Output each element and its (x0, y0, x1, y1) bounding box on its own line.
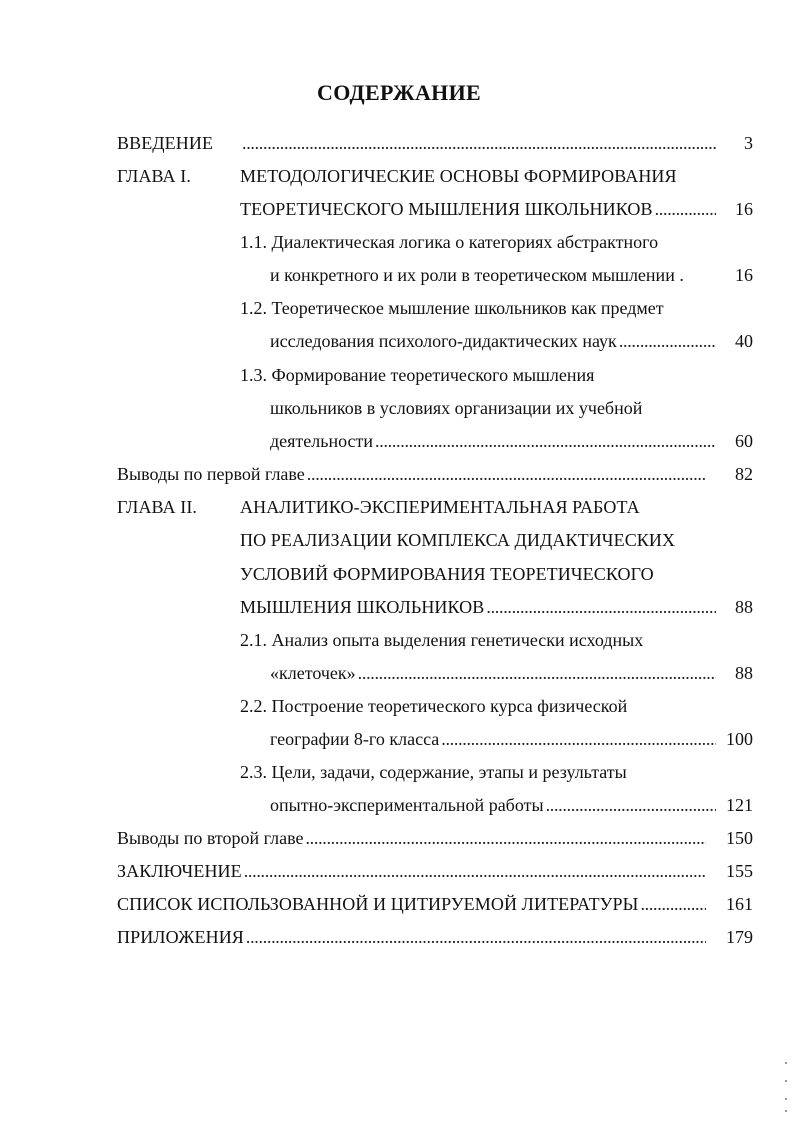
scan-speck (785, 1110, 787, 1112)
toc-ch2-title-line2: ПО РЕАЛИЗАЦИИ КОМПЛЕКСА ДИДАКТИЧЕСКИХ (240, 530, 676, 550)
toc-1-1-line1: 1.1. Диалектическая логика о категориях абстрактного (240, 232, 659, 252)
toc-2-2-page: 100 (726, 729, 753, 749)
toc-ch1-label: ГЛАВА I. (117, 166, 191, 186)
toc-2-3-line1: 2.3. Цели, задачи, содержание, этапы и результаты (240, 762, 627, 782)
toc-2-2-line2: географии 8-го класса . . . (270, 726, 718, 752)
toc-appendix: ПРИЛОЖЕНИЯ . . . (117, 924, 708, 950)
toc-bibliography: СПИСОК ИСПОЛЬЗОВАННОЙ И ЦИТИРУЕМОЙ ЛИТЕРАТУРЫ . . . (117, 891, 708, 917)
toc-1-2-line2: исследования психолого-дидактических наук . . . (270, 328, 718, 354)
toc-1-1-line2: и конкретного и их роли в теоретическом мышлении . (270, 265, 684, 285)
toc-intro-label: ВВЕДЕНИЕ (117, 133, 214, 153)
toc-appendix-page: 179 (726, 927, 753, 947)
toc-ch2-title-line1: АНАЛИТИКО-ЭКСПЕРИМЕНТАЛЬНАЯ РАБОТА (240, 497, 640, 517)
toc-ch2-page: 88 (735, 597, 753, 617)
toc-ch1-page: 16 (735, 199, 753, 219)
toc-intro-leader (240, 130, 718, 156)
toc-1-2-page: 40 (735, 331, 753, 351)
toc-2-1-line1: 2.1. Анализ опыта выделения генетически исходных (240, 630, 644, 650)
toc-2-1-page: 88 (735, 663, 753, 683)
toc-concl2-page: 150 (726, 828, 753, 848)
scan-speck (785, 1062, 787, 1064)
toc-intro-page: 3 (744, 133, 753, 153)
toc-2-3-line2: опытно-экспериментальной работы . . . (270, 792, 718, 818)
toc-1-1-page: 16 (735, 265, 753, 285)
toc-concl2: Выводы по второй главе . . . (117, 825, 708, 851)
toc-1-3-page: 60 (735, 431, 753, 451)
toc-conclusion: ЗАКЛЮЧЕНИЕ . . . (117, 858, 708, 884)
toc-ch2-label: ГЛАВА II. (117, 497, 198, 517)
toc-2-2-line1: 2.2. Построение теоретического курса физической (240, 696, 628, 716)
toc-ch2-title-line4: МЫШЛЕНИЯ ШКОЛЬНИКОВ . . . (240, 594, 718, 620)
toc-1-3-line3: деятельности . . . (270, 428, 718, 454)
page-title: СОДЕРЖАНИЕ (317, 80, 481, 105)
toc-ch1-title-line2: ТЕОРЕТИЧЕСКОГО МЫШЛЕНИЯ ШКОЛЬНИКОВ . . . (240, 196, 718, 222)
toc-concl1: Выводы по первой главе . . . (117, 461, 708, 487)
toc-2-3-page: 121 (726, 795, 753, 815)
toc-1-3-line2: школьников в условиях организации их учебной (270, 398, 643, 418)
toc-1-2-line1: 1.2. Теоретическое мышление школьников как предмет (240, 298, 664, 318)
scan-speck (785, 1080, 787, 1082)
toc-ch2-title-line3: УСЛОВИЙ ФОРМИРОВАНИЯ ТЕОРЕТИЧЕСКОГО (240, 564, 654, 584)
toc-1-3-line1: 1.3. Формирование теоретического мышления (240, 365, 595, 385)
toc-bibliography-page: 161 (726, 894, 753, 914)
toc-conclusion-page: 155 (726, 861, 753, 881)
scan-speck (785, 1098, 787, 1100)
toc-2-1-line2: «клеточек» . . . (270, 660, 718, 686)
toc-ch1-title-line1: МЕТОДОЛОГИЧЕСКИЕ ОСНОВЫ ФОРМИРОВАНИЯ (240, 166, 677, 186)
toc-concl1-page: 82 (735, 464, 753, 484)
